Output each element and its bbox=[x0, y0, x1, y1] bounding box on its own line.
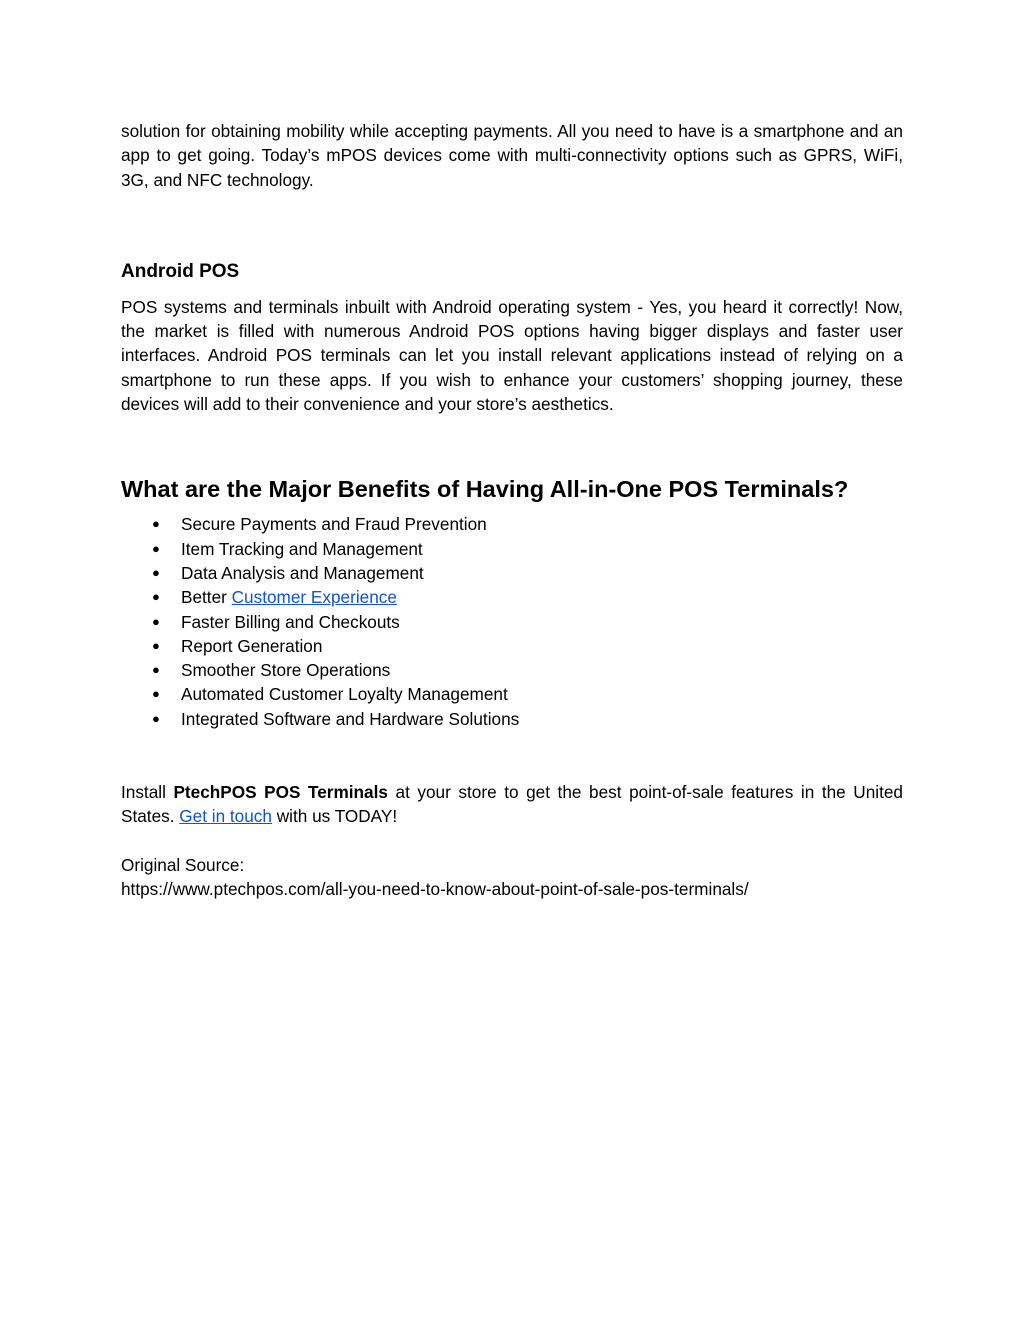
list-item bbox=[121, 634, 903, 658]
list-item-text: Faster Billing and Checkouts bbox=[181, 611, 400, 632]
android-pos-heading: Android POS bbox=[121, 260, 240, 282]
bullet-icon: ● bbox=[152, 564, 160, 580]
cta-middle: at your store to get the best point-of-sale features in the United States. bbox=[121, 782, 908, 827]
bullet-icon: ● bbox=[152, 637, 160, 653]
bullet-icon: ● bbox=[152, 686, 160, 702]
list-item bbox=[121, 658, 903, 682]
benefits-list bbox=[121, 512, 903, 731]
bullet-icon: ● bbox=[152, 710, 160, 726]
benefits-heading: What are the Major Benefits of Having All-in-One POS Terminals? bbox=[121, 476, 849, 503]
list-item-text: Automated Customer Loyalty Management bbox=[181, 684, 508, 705]
list-item bbox=[121, 610, 903, 634]
spacer bbox=[121, 416, 903, 474]
list-item bbox=[121, 707, 903, 731]
source-url: https://www.ptechpos.com/all-you-need-to-know-about-point-of-sale-pos-terminals/ bbox=[121, 878, 749, 899]
list-item bbox=[121, 585, 903, 609]
list-item-text: Smoother Store Operations bbox=[181, 660, 391, 681]
list-item-text: Report Generation bbox=[181, 635, 323, 656]
bullet-icon: ● bbox=[152, 662, 160, 678]
list-item-text: Item Tracking and Management bbox=[181, 538, 423, 559]
spacer bbox=[121, 829, 903, 853]
list-item bbox=[121, 682, 903, 706]
list-item bbox=[121, 512, 903, 536]
bullet-icon: ● bbox=[152, 589, 160, 605]
list-item-text: Integrated Software and Hardware Solutions bbox=[181, 708, 520, 729]
list-item bbox=[121, 537, 903, 561]
list-item-text: Secure Payments and Fraud Prevention bbox=[181, 514, 487, 535]
spacer bbox=[121, 731, 903, 780]
cta-suffix: with us TODAY! bbox=[271, 806, 398, 827]
spacer bbox=[121, 192, 903, 260]
get-in-touch-link[interactable]: Get in touch bbox=[179, 806, 272, 827]
intro-paragraph: solution for obtaining mobility while accepting payments. All you need to have is a smartphone and an app to get going. Today’s mPOS devices come with multi-connectivity options such as GPRS, WiFi, 3G, and NFC technology. bbox=[121, 121, 903, 190]
bullet-icon: ● bbox=[152, 540, 160, 556]
list-item-text: Better bbox=[181, 587, 232, 608]
list-item bbox=[121, 561, 903, 585]
spacer bbox=[121, 284, 903, 295]
customer-experience-link[interactable]: Customer Experience bbox=[231, 587, 397, 608]
cta-prefix: Install bbox=[121, 782, 174, 803]
brand-name: PtechPOS POS Terminals bbox=[173, 782, 388, 803]
document-page bbox=[121, 119, 908, 901]
spacer bbox=[121, 504, 903, 512]
cta-paragraph bbox=[121, 780, 908, 829]
bullet-icon: ● bbox=[152, 516, 160, 532]
android-pos-paragraph: POS systems and terminals inbuilt with Android operating system - Yes, you heard it correctly! Now, the market is filled with numerous Android POS options having bigger displays and faster user interfaces. Android POS terminals can let you install relevant applications instead of relying on a smartphone to run these apps. If you wish to enhance your customers’ shopping journey, these devices will add to their convenience and your store’s aesthetics. bbox=[121, 296, 903, 415]
list-item-text: Data Analysis and Management bbox=[181, 562, 424, 583]
bullet-icon: ● bbox=[152, 613, 160, 629]
source-label: Original Source: bbox=[121, 854, 245, 875]
